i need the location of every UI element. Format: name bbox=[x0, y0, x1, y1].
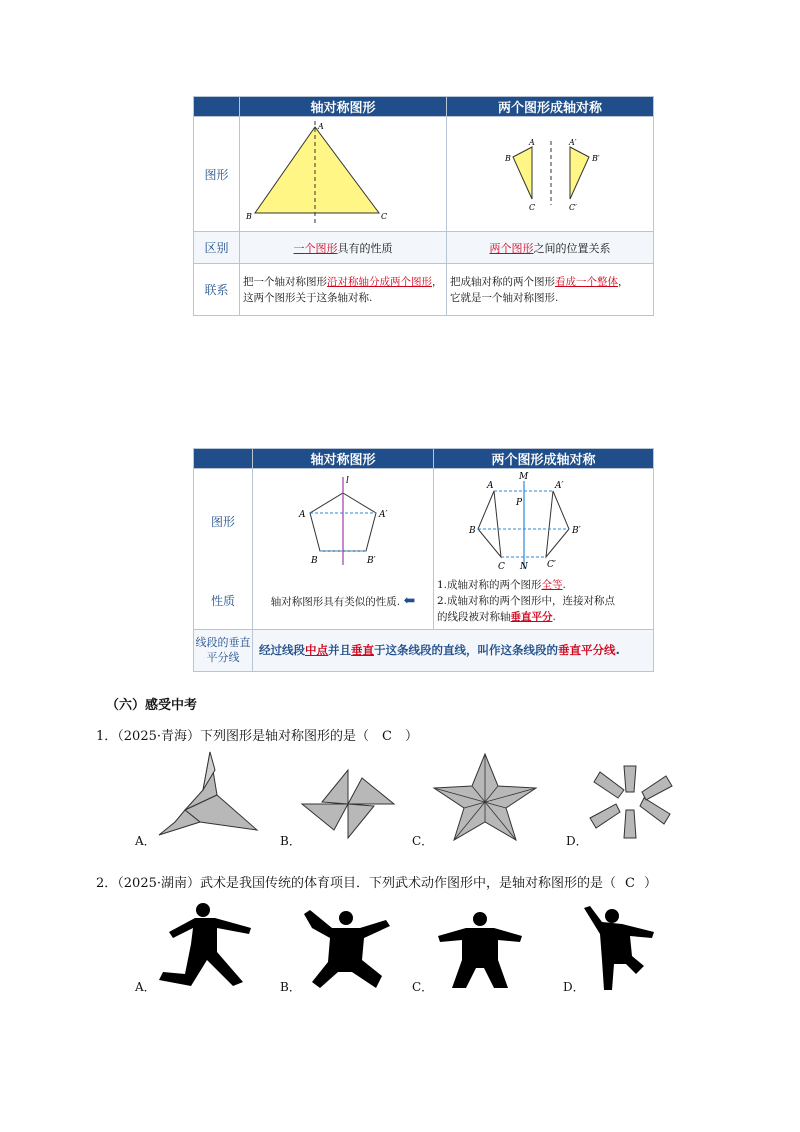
q2-close: ） bbox=[644, 876, 658, 891]
q1-text: （2025·青海）下列图形是轴对称图形的是（ bbox=[117, 729, 369, 744]
def-text-c: 并且 bbox=[328, 643, 351, 657]
def-highlight-d: 垂直 bbox=[351, 643, 374, 657]
q2-silhouette-d bbox=[582, 904, 658, 992]
diff1-highlight: 一个图形 bbox=[293, 241, 338, 255]
svg-text:B: B bbox=[505, 154, 511, 163]
def-text-a: 经过线段 bbox=[259, 643, 305, 657]
q2-number: 2． bbox=[96, 876, 118, 891]
header-col1: 轴对称图形 bbox=[240, 97, 447, 117]
prop-left-cell bbox=[253, 573, 434, 629]
mirror-triangles-figure bbox=[447, 117, 654, 232]
link1-highlight-b: 沿对称轴分成两个 bbox=[327, 275, 411, 288]
q2-option-c: C． bbox=[412, 980, 434, 994]
question-1 bbox=[96, 725, 418, 744]
prop2-text-b: 的线段被对称轴 bbox=[437, 610, 511, 623]
q1-shape-b bbox=[300, 768, 396, 840]
svg-text:B: B bbox=[246, 212, 252, 221]
q1-close: ） bbox=[405, 729, 419, 744]
q1-answer: C bbox=[382, 729, 392, 744]
svg-text:B′: B′ bbox=[592, 154, 600, 163]
svg-text:M: M bbox=[519, 472, 529, 482]
svg-text:C: C bbox=[498, 562, 505, 569]
svg-text:B: B bbox=[311, 556, 318, 566]
svg-text:A: A bbox=[299, 510, 306, 520]
prop1-end: . bbox=[562, 578, 566, 591]
q1-option-b: B． bbox=[280, 834, 301, 848]
q2-option-b: B． bbox=[280, 980, 301, 994]
row2-label-bisect: 线段的垂直平分线 bbox=[194, 629, 253, 671]
header2-col1: 轴对称图形 bbox=[253, 449, 434, 469]
def-highlight-b: 中点 bbox=[305, 643, 328, 657]
section-title: （六）感受中考 bbox=[106, 698, 198, 713]
svg-text:P: P bbox=[516, 498, 523, 508]
svg-text:B′: B′ bbox=[367, 556, 376, 566]
svg-text:l: l bbox=[346, 476, 349, 486]
row-label-figure: 图形 bbox=[194, 117, 240, 232]
question-2 bbox=[96, 872, 657, 891]
prop2-highlight: 垂直平分 bbox=[510, 610, 553, 623]
svg-text:C′: C′ bbox=[547, 560, 556, 569]
header-blank bbox=[194, 97, 240, 117]
q1-shape-c bbox=[432, 752, 538, 842]
prop-right-cell bbox=[434, 573, 654, 629]
q2-text: （2025·湖南）武术是我国传统的体育项目．下列武术动作图形中，是轴对称图形的是（ bbox=[117, 876, 616, 891]
svg-text:B: B bbox=[469, 526, 476, 536]
prop2-text-a: 2.成轴对称的两个图形中，连接对称点 bbox=[437, 594, 616, 607]
mirror-triangles-figure-2 bbox=[434, 469, 654, 574]
link2-text-a: 把成轴对称的两个图形 bbox=[450, 275, 555, 288]
header-col2: 两个图形成轴对称 bbox=[447, 97, 654, 117]
prop1-highlight: 全等 bbox=[541, 578, 563, 591]
q2-option-a: A． bbox=[135, 980, 156, 994]
link2-text-c: ， bbox=[618, 275, 629, 288]
svg-text:C′: C′ bbox=[569, 203, 577, 212]
link1-text-a: 把一个轴对称图形 bbox=[243, 275, 327, 288]
link1-highlight-c: 图形 bbox=[411, 275, 432, 288]
table-axis-symmetry-2 bbox=[193, 448, 654, 672]
header2-blank bbox=[194, 449, 253, 469]
svg-text:A′: A′ bbox=[569, 138, 577, 147]
prop-left-text: 轴对称图形具有类似的性质. bbox=[270, 595, 401, 608]
prop1-text: 1.成轴对称的两个图形 bbox=[437, 578, 542, 591]
def-end: . bbox=[615, 643, 620, 657]
q2-silhouette-c bbox=[436, 910, 524, 990]
svg-text:B′: B′ bbox=[572, 526, 581, 536]
row2-label-figure: 图形 bbox=[194, 469, 253, 574]
q2-silhouette-a bbox=[155, 900, 255, 990]
link-single-figure bbox=[240, 264, 447, 316]
svg-text:C: C bbox=[529, 203, 536, 212]
q2-option-d: D． bbox=[563, 980, 585, 994]
link2-highlight-b: 看成一个整体 bbox=[555, 275, 618, 288]
diff2-text: 之间的位置关系 bbox=[533, 241, 611, 255]
q1-option-c: C． bbox=[412, 834, 434, 848]
q1-shape-a bbox=[155, 750, 265, 840]
q1-option-a: A． bbox=[135, 834, 156, 848]
diff-single-figure bbox=[240, 232, 447, 264]
svg-text:C: C bbox=[381, 212, 388, 221]
q1-number: 1． bbox=[96, 729, 118, 744]
row-label-diff: 区别 bbox=[194, 232, 240, 264]
q2-answer: C bbox=[625, 876, 635, 891]
q2-silhouette-b bbox=[302, 906, 394, 990]
svg-text:N: N bbox=[520, 562, 528, 569]
bisector-definition bbox=[253, 629, 654, 671]
link-two-figures bbox=[447, 264, 654, 316]
row-label-link: 联系 bbox=[194, 264, 240, 316]
svg-text:A: A bbox=[487, 481, 494, 491]
header2-col2: 两个图形成轴对称 bbox=[434, 449, 654, 469]
pentagon-figure bbox=[253, 469, 434, 574]
diff2-highlight: 两个图形 bbox=[489, 241, 534, 255]
diff1-text: 具有的性质 bbox=[337, 241, 393, 255]
svg-text:A: A bbox=[529, 138, 535, 147]
row2-label-prop: 性质 bbox=[194, 573, 253, 629]
arrow-left-icon: ⬅ bbox=[403, 592, 416, 609]
prop2-end: . bbox=[552, 610, 556, 623]
link1-text-d: ，这两个图形关于这条轴对称. bbox=[243, 275, 443, 304]
def-text-e: 于这条线段的直线，叫作这条线段的 bbox=[374, 643, 558, 657]
diff-two-figures bbox=[447, 232, 654, 264]
svg-text:A: A bbox=[318, 122, 324, 131]
link2-text-d: 它就是一个轴对称图形. bbox=[450, 291, 559, 304]
isosceles-triangle-figure bbox=[240, 117, 447, 232]
def-highlight-f: 垂直平分线 bbox=[558, 643, 616, 657]
q1-option-d: D． bbox=[566, 834, 588, 848]
q1-shape-d bbox=[588, 764, 674, 840]
svg-text:A′: A′ bbox=[555, 481, 564, 491]
svg-text:A′: A′ bbox=[379, 510, 388, 520]
table-axis-symmetry-1 bbox=[193, 96, 654, 316]
